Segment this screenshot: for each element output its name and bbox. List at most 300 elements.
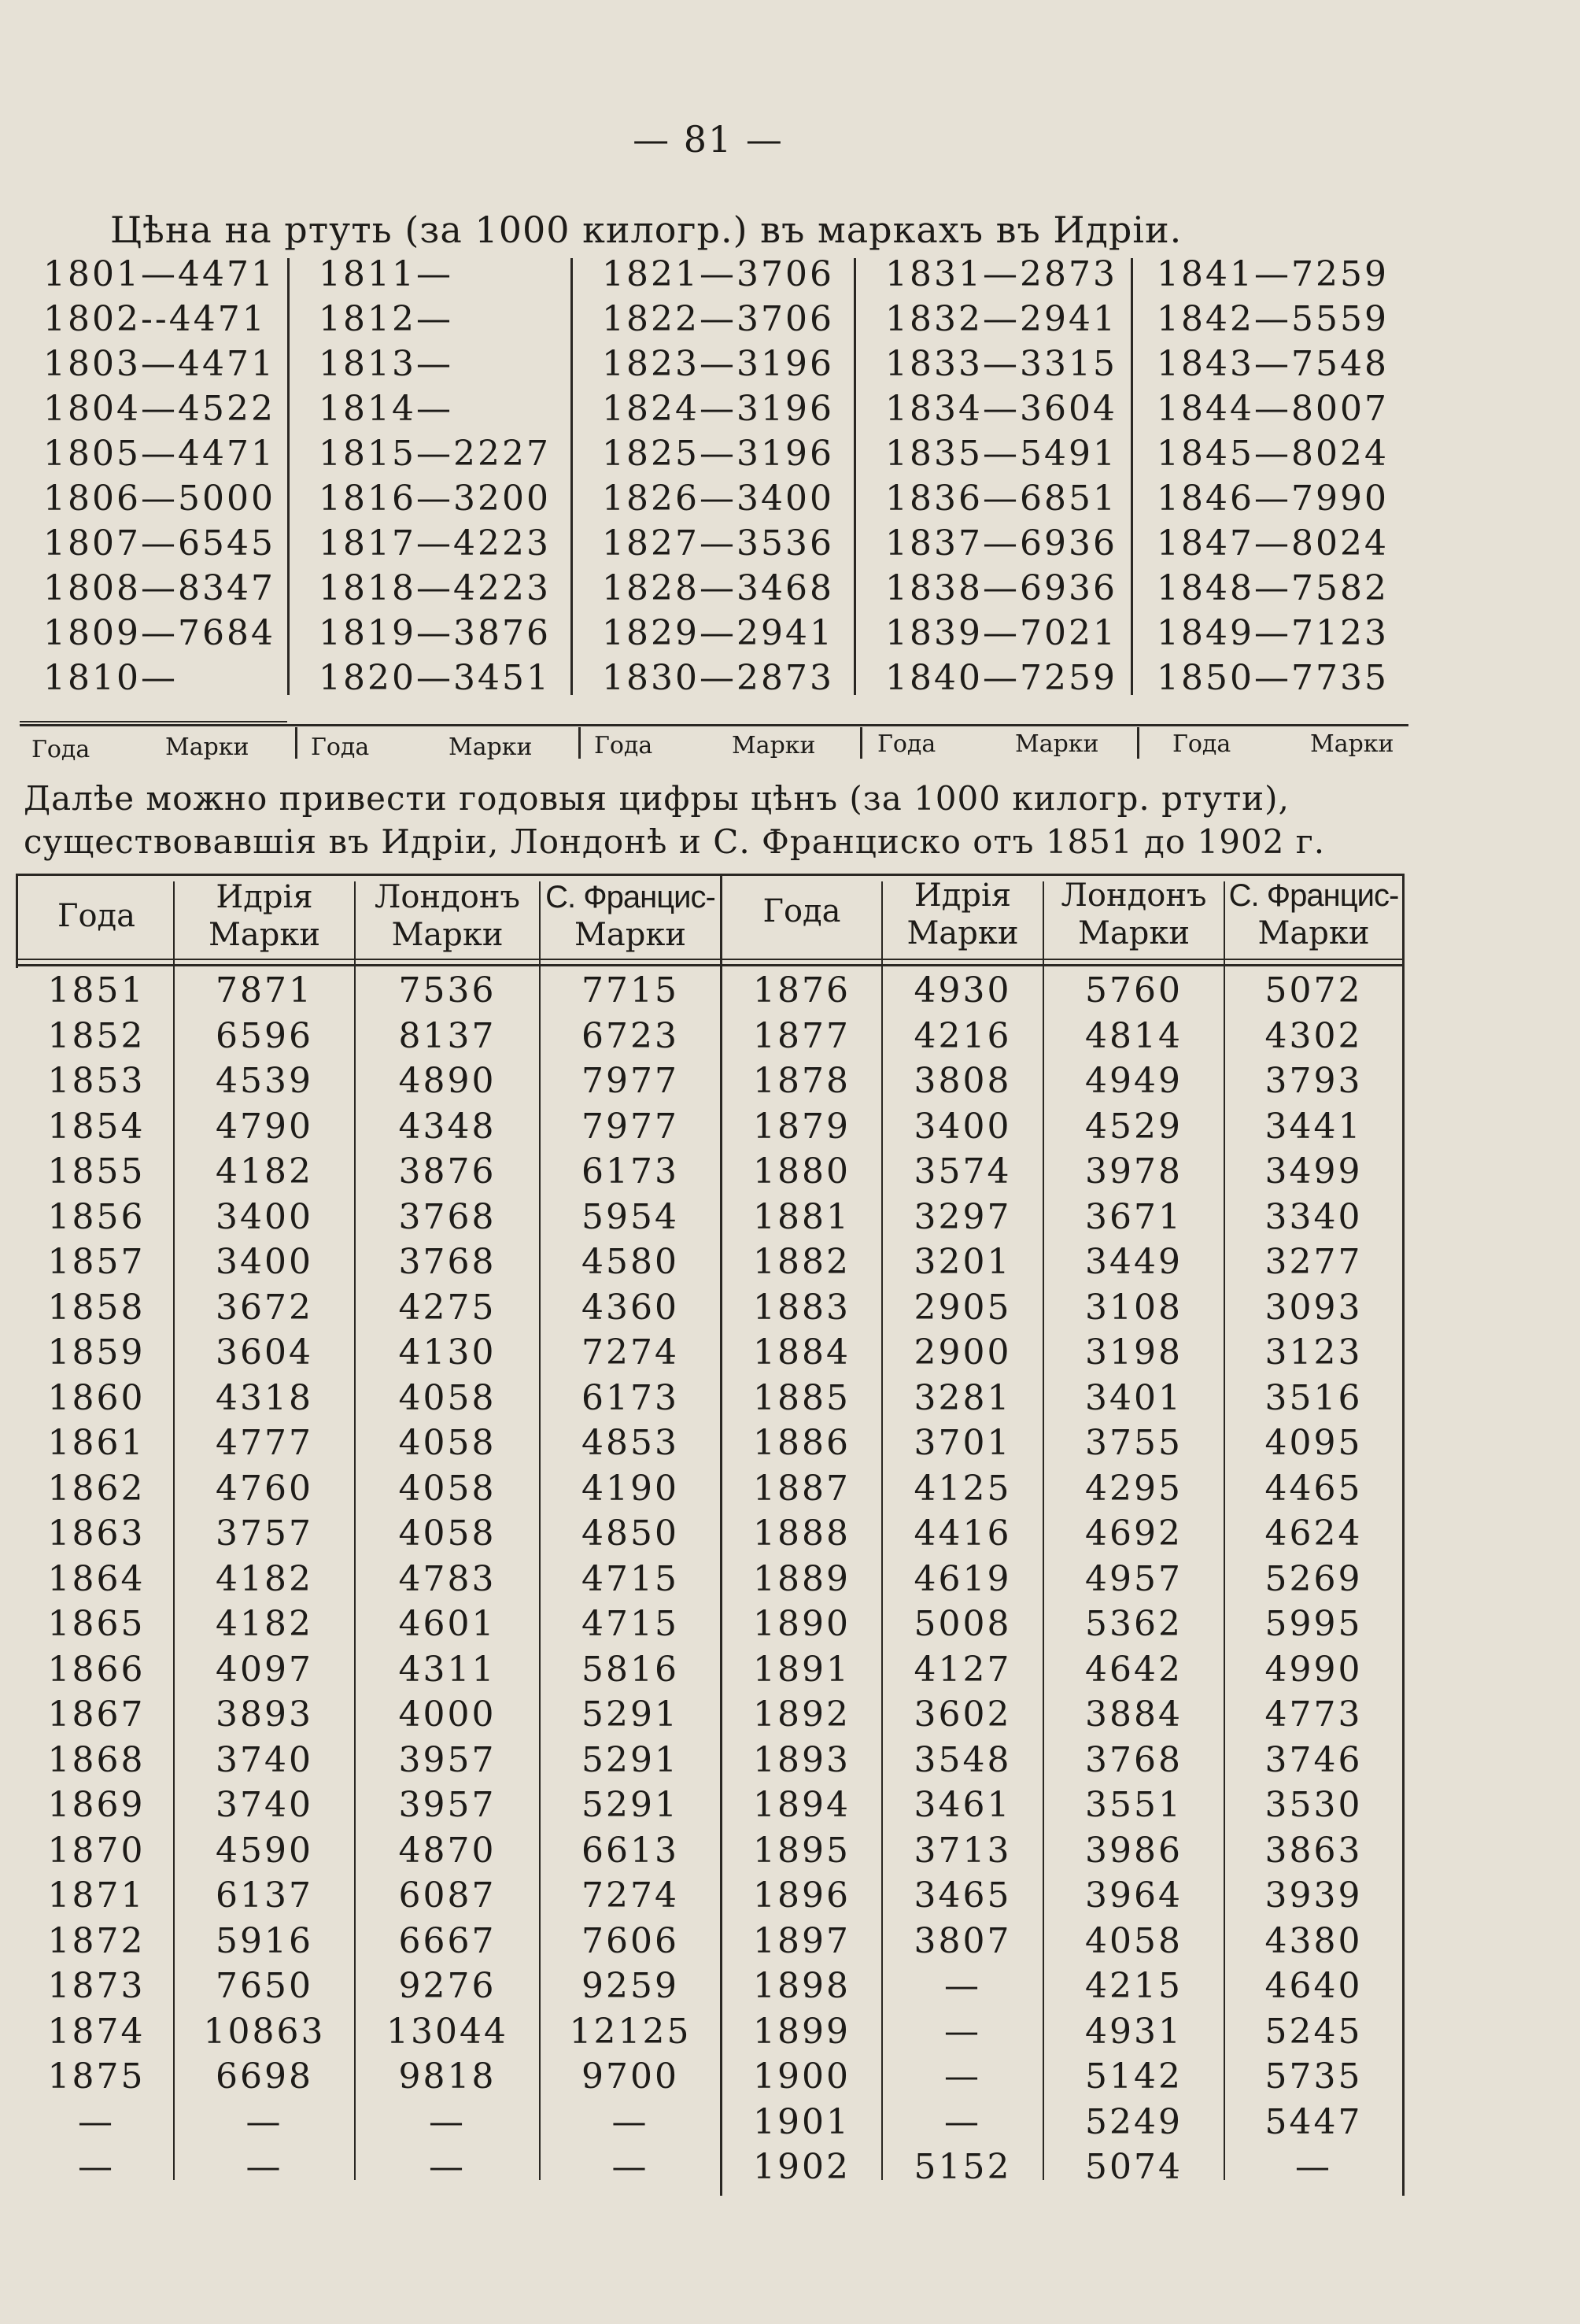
table-cell: 4000 <box>398 1694 497 1735</box>
table-cell: 6087 <box>398 1875 497 1916</box>
table-cell: — <box>944 2056 981 2097</box>
grid-entry: 1818—4223 <box>319 568 551 608</box>
table-cell: 1877 <box>753 1015 851 1056</box>
table-cell: 1873 <box>47 1966 146 2006</box>
table-cell: 1858 <box>47 1287 146 1328</box>
table-cell: 1899 <box>753 2011 851 2052</box>
table-cell: — <box>944 2011 981 2052</box>
table-cell: 3672 <box>216 1287 313 1328</box>
table-cell: 5291 <box>581 1739 679 1780</box>
table-cell: 3964 <box>1085 1875 1183 1916</box>
paragraph-line-2: существовавшія въ Идріи, Лондонѣ и С. Франциско отъ 1851 до 1902 г. <box>24 822 1326 861</box>
table-cell: 1864 <box>47 1558 146 1599</box>
grid-entry: 1828—3468 <box>602 568 834 608</box>
table-cell: 1866 <box>47 1649 146 1690</box>
header-london: Лондонъ <box>375 879 520 915</box>
table-cell: 3551 <box>1085 1785 1183 1825</box>
header-london: Лондонъ <box>1061 878 1207 914</box>
table-cell: 3281 <box>914 1377 1012 1418</box>
table-cell: 3746 <box>1264 1739 1363 1780</box>
table-cell: 4216 <box>914 1015 1012 1056</box>
grid-column-1831-1840 <box>885 252 1117 700</box>
table-cell: 3461 <box>914 1785 1012 1825</box>
table-cell: 3602 <box>914 1694 1012 1735</box>
table-cell: 4949 <box>1085 1061 1183 1101</box>
table-cell: 8137 <box>398 1015 497 1056</box>
grid-entry: 1814— <box>319 389 453 429</box>
table-cell: 4529 <box>1085 1106 1183 1147</box>
table-cell: 1895 <box>753 1830 851 1871</box>
grid-footer-year-label: Года <box>1172 730 1231 758</box>
table-cell: 4125 <box>914 1468 1012 1509</box>
table-cell: 1900 <box>753 2056 851 2097</box>
table-cell: 5735 <box>1264 2056 1363 2097</box>
grid-entry: 1825—3196 <box>602 434 834 474</box>
table-cell: 3441 <box>1264 1106 1363 1147</box>
grid-entry: 1805—4471 <box>43 434 275 474</box>
table-cell: 4580 <box>581 1242 679 1282</box>
table-cell: 3671 <box>1085 1196 1183 1237</box>
grid-entry: 1840—7259 <box>885 658 1117 698</box>
grid-footer-divider <box>295 727 297 759</box>
table-cell: 1879 <box>753 1106 851 1147</box>
grid-entry: 1813— <box>319 344 453 384</box>
table-cell: 1870 <box>47 1830 146 1871</box>
table-cell: 3768 <box>398 1196 497 1237</box>
table-cell: 6137 <box>216 1875 313 1916</box>
table-cell: 3340 <box>1264 1196 1363 1237</box>
table-cell: 1871 <box>47 1875 146 1916</box>
table-cell: 3755 <box>1085 1423 1183 1463</box>
header-idria: Идрія <box>216 879 313 915</box>
table-cell: 5954 <box>581 1196 679 1237</box>
table-cell: 4853 <box>581 1423 679 1463</box>
table-cell: 1869 <box>47 1785 146 1825</box>
table-cell: 5072 <box>1264 970 1363 1011</box>
header-idria: Идрія <box>914 878 1012 914</box>
table-cell: 4182 <box>216 1558 313 1599</box>
grid-entry: 1841—7259 <box>1157 254 1389 294</box>
table-cell: 3516 <box>1264 1377 1363 1418</box>
table-cell: 1856 <box>47 1196 146 1237</box>
table-cell: 6698 <box>216 2056 313 2097</box>
table-cell: 1861 <box>47 1423 146 1463</box>
header-marks: Марки <box>906 915 1019 951</box>
table-cell: 5152 <box>914 2147 1012 2187</box>
table-cell: 4814 <box>1085 1015 1183 1056</box>
grid-column-1811-1820 <box>319 252 551 700</box>
grid-entry: 1834—3604 <box>885 389 1117 429</box>
table-cell: 7871 <box>216 970 313 1011</box>
grid-entry: 1810— <box>43 658 178 698</box>
table-cell: — <box>78 2147 115 2187</box>
table-cell: 4619 <box>914 1558 1012 1599</box>
table-cell: 1853 <box>47 1061 146 1101</box>
table-cell: 3740 <box>216 1785 313 1825</box>
header-san-francisco: С. Францис- <box>545 880 715 914</box>
column-san-francisco-1876-1902 <box>1225 968 1402 2190</box>
table-cell: 4190 <box>581 1468 679 1509</box>
table-cell: 1851 <box>47 970 146 1011</box>
header-year: Года <box>762 893 841 929</box>
table-cell: 4058 <box>1085 1920 1183 1961</box>
grid-footer-rule <box>20 724 1408 726</box>
table-cell: 1898 <box>753 1966 851 2006</box>
table-cell: 1886 <box>753 1423 851 1463</box>
table-cell: 1884 <box>753 1332 851 1373</box>
table-cell: 3201 <box>914 1242 1012 1282</box>
table-cell: 1881 <box>753 1196 851 1237</box>
header-marks: Марки <box>574 917 687 953</box>
table-cell: 4783 <box>398 1558 497 1599</box>
grid-footer-marks-label: Марки <box>165 733 249 761</box>
table-cell: 9700 <box>581 2056 679 2097</box>
table-cell: 4318 <box>216 1377 313 1418</box>
table-cell: 4182 <box>216 1604 313 1644</box>
grid-entry: 1804—4522 <box>43 389 275 429</box>
table-cell: 9818 <box>398 2056 497 2097</box>
grid-entry: 1831—2873 <box>885 254 1117 294</box>
table-cell: — <box>611 2101 649 2142</box>
grid-divider <box>854 258 856 695</box>
grid-entry: 1848—7582 <box>1157 568 1389 608</box>
table-cell: 3604 <box>216 1332 313 1373</box>
table-cell: 4058 <box>398 1468 497 1509</box>
table-cell: 1887 <box>753 1468 851 1509</box>
table-cell: 4302 <box>1264 1015 1363 1056</box>
table-cell: 1896 <box>753 1875 851 1916</box>
grid-entry: 1822—3706 <box>602 299 834 339</box>
table-cell: 4539 <box>216 1061 313 1101</box>
table-cell: 1872 <box>47 1920 146 1961</box>
grid-footer-year-label: Года <box>311 733 370 761</box>
table-cell: 4692 <box>1085 1513 1183 1554</box>
grid-entry: 1838—6936 <box>885 568 1117 608</box>
table-cell: 1876 <box>753 970 851 1011</box>
table-cell: 3768 <box>398 1242 497 1282</box>
table-cell: 9259 <box>581 1966 679 2006</box>
grid-entry: 1832—2941 <box>885 299 1117 339</box>
table-cell: 3198 <box>1085 1332 1183 1373</box>
table-cell: 3401 <box>1085 1377 1183 1418</box>
grid-entry: 1843—7548 <box>1157 344 1389 384</box>
grid-footer-divider <box>860 727 862 759</box>
table-cell: 4275 <box>398 1287 497 1328</box>
table-cell: 5249 <box>1085 2101 1183 2142</box>
table-left-border <box>16 874 18 968</box>
table-cell: 4058 <box>398 1423 497 1463</box>
header-year: Года <box>57 898 136 934</box>
grid-entry: 1808—8347 <box>43 568 275 608</box>
column-san-francisco-1851-1875 <box>541 968 720 2190</box>
table-cell: 7977 <box>581 1061 679 1101</box>
table-cell: 4097 <box>216 1649 313 1690</box>
grid-entry: 1824—3196 <box>602 389 834 429</box>
grid-entry: 1830—2873 <box>602 658 834 698</box>
grid-entry: 1819—3876 <box>319 613 551 653</box>
table-cell: 5916 <box>216 1920 313 1961</box>
grid-footer-marks-label: Марки <box>1015 730 1099 758</box>
table-cell: 4642 <box>1085 1649 1183 1690</box>
table-cell: 1893 <box>753 1739 851 1780</box>
table-cell: 1889 <box>753 1558 851 1599</box>
grid-entry: 1802--4471 <box>43 299 267 339</box>
table-cell: 4890 <box>398 1061 497 1101</box>
header-marks: Марки <box>1257 915 1370 951</box>
table-cell: 4058 <box>398 1377 497 1418</box>
table-cell: 4465 <box>1264 1468 1363 1509</box>
grid-entry: 1816—3200 <box>319 478 551 519</box>
table-cell: 4957 <box>1085 1558 1183 1599</box>
table-cell: 3465 <box>914 1875 1012 1916</box>
table-cell: 3400 <box>914 1106 1012 1147</box>
table-cell: 4215 <box>1085 1966 1183 2006</box>
column-london-1876-1902 <box>1044 968 1224 2190</box>
table-right-border <box>1402 874 1405 2196</box>
grid-entry: 1842—5559 <box>1157 299 1389 339</box>
table-cell: 2900 <box>914 1332 1012 1373</box>
table-cell: 5008 <box>914 1604 1012 1644</box>
grid-footer-divider <box>1137 727 1139 759</box>
header-rule <box>16 959 1405 960</box>
grid-entry: 1846—7990 <box>1157 478 1389 519</box>
table-cell: 1855 <box>47 1151 146 1192</box>
table-cell: 1865 <box>47 1604 146 1644</box>
table-cell: 1882 <box>753 1242 851 1282</box>
grid-entry: 1845—8024 <box>1157 434 1389 474</box>
paragraph-line-1: Далѣе можно привести годовыя цифры цѣнъ (за 1000 килогр. ртути), <box>24 779 1290 818</box>
grid-entry: 1801—4471 <box>43 254 275 294</box>
grid-column-1821-1830 <box>602 252 834 700</box>
table-cell: 1885 <box>753 1377 851 1418</box>
table-cell: 2905 <box>914 1287 1012 1328</box>
table-cell: 3123 <box>1264 1332 1363 1373</box>
column-idria-1851-1875 <box>175 968 354 2190</box>
table-cell: 4990 <box>1264 1649 1363 1690</box>
table-cell: 6613 <box>581 1830 679 1871</box>
table-cell: 1859 <box>47 1332 146 1373</box>
table-cell: 1892 <box>753 1694 851 1735</box>
top-table-title: Цѣна на ртуть (за 1000 килогр.) въ маркахъ въ Идріи. <box>110 209 1183 251</box>
grid-footer-year-label: Года <box>594 732 653 759</box>
table-cell: 3093 <box>1264 1287 1363 1328</box>
table-cell: 3713 <box>914 1830 1012 1871</box>
table-cell: 3863 <box>1264 1830 1363 1871</box>
table-cell: 4773 <box>1264 1694 1363 1735</box>
table-cell: 9276 <box>398 1966 497 2006</box>
table-cell: 5362 <box>1085 1604 1183 1644</box>
grid-entry: 1827—3536 <box>602 523 834 563</box>
table-cell: 4311 <box>398 1649 497 1690</box>
grid-entry: 1839—7021 <box>885 613 1117 653</box>
table-cell: 5760 <box>1085 970 1183 1011</box>
grid-footer-rule-thin <box>20 721 287 722</box>
table-cell: 3986 <box>1085 1830 1183 1871</box>
table-cell: 7536 <box>398 970 497 1011</box>
grid-entry: 1812— <box>319 299 453 339</box>
grid-entry: 1829—2941 <box>602 613 834 653</box>
header-marks: Марки <box>1077 915 1191 951</box>
table-cell: 5447 <box>1264 2101 1363 2142</box>
header-marks: Марки <box>208 917 321 953</box>
table-cell: 1867 <box>47 1694 146 1735</box>
table-cell: 1890 <box>753 1604 851 1644</box>
table-cell: 1875 <box>47 2056 146 2097</box>
table-cell: 4601 <box>398 1604 497 1644</box>
table-cell: — <box>429 2101 466 2142</box>
table-cell: 1862 <box>47 1468 146 1509</box>
column-year-1851-1875 <box>20 968 173 2190</box>
table-cell: — <box>429 2147 466 2187</box>
table-cell: 4130 <box>398 1332 497 1373</box>
grid-entry: 1820—3451 <box>319 658 551 698</box>
table-cell: — <box>611 2147 649 2187</box>
grid-entry: 1803—4471 <box>43 344 275 384</box>
table-cell: 6173 <box>581 1151 679 1192</box>
table-cell: 1863 <box>47 1513 146 1554</box>
table-cell: 3701 <box>914 1423 1012 1463</box>
grid-entry: 1826—3400 <box>602 478 834 519</box>
table-cell: 1874 <box>47 2011 146 2052</box>
table-cell: 4058 <box>398 1513 497 1554</box>
table-cell: 6667 <box>398 1920 497 1961</box>
table-cell: — <box>1295 2147 1332 2187</box>
table-cell: — <box>78 2101 115 2142</box>
grid-column-1841-1850 <box>1157 252 1389 700</box>
table-cell: 7274 <box>581 1332 679 1373</box>
grid-divider <box>1131 258 1133 695</box>
table-cell: 3957 <box>398 1739 497 1780</box>
table-cell: 1868 <box>47 1739 146 1780</box>
table-cell: 6173 <box>581 1377 679 1418</box>
table-cell: 1860 <box>47 1377 146 1418</box>
table-cell: — <box>944 2101 981 2142</box>
table-cell: 3740 <box>216 1739 313 1780</box>
table-cell: 4715 <box>581 1604 679 1644</box>
grid-entry: 1811— <box>319 254 453 294</box>
table-cell: 3793 <box>1264 1061 1363 1101</box>
grid-entry: 1807—6545 <box>43 523 275 563</box>
table-cell: 3297 <box>914 1196 1012 1237</box>
grid-entry: 1815—2227 <box>319 434 551 474</box>
column-idria-1876-1902 <box>883 968 1043 2190</box>
grid-entry: 1850—7735 <box>1157 658 1389 698</box>
table-cell: 3957 <box>398 1785 497 1825</box>
table-cell: 4715 <box>581 1558 679 1599</box>
grid-entry: 1806—5000 <box>43 478 275 519</box>
table-cell: 5269 <box>1264 1558 1363 1599</box>
table-cell: 4590 <box>216 1830 313 1871</box>
table-cell: — <box>245 2101 283 2142</box>
table-cell: 4182 <box>216 1151 313 1192</box>
column-year-1876-1902 <box>722 968 881 2190</box>
grid-entry: 1817—4223 <box>319 523 551 563</box>
table-cell: 1891 <box>753 1649 851 1690</box>
table-cell: 6596 <box>216 1015 313 1056</box>
grid-footer-divider <box>578 727 581 759</box>
table-cell: 3499 <box>1264 1151 1363 1192</box>
table-cell: 4640 <box>1264 1966 1363 2006</box>
grid-divider <box>570 258 573 695</box>
table-cell: 7715 <box>581 970 679 1011</box>
page-number: — 81 — <box>633 118 784 161</box>
grid-entry: 1837—6936 <box>885 523 1117 563</box>
table-cell: 4931 <box>1085 2011 1183 2052</box>
table-cell: 3757 <box>216 1513 313 1554</box>
table-cell: 4295 <box>1085 1468 1183 1509</box>
grid-entry: 1836—6851 <box>885 478 1117 519</box>
table-cell: 4790 <box>216 1106 313 1147</box>
table-cell: — <box>944 1966 981 2006</box>
table-cell: 4095 <box>1264 1423 1363 1463</box>
grid-footer-year-label: Года <box>877 730 936 758</box>
table-cell: 3808 <box>914 1061 1012 1101</box>
table-cell: 7977 <box>581 1106 679 1147</box>
header-rule-double <box>16 964 1405 966</box>
grid-footer-marks-label: Марки <box>1310 730 1394 758</box>
table-cell: 3400 <box>216 1242 313 1282</box>
table-cell: 3449 <box>1085 1242 1183 1282</box>
table-cell: 1857 <box>47 1242 146 1282</box>
grid-entry: 1847—8024 <box>1157 523 1389 563</box>
table-cell: 1902 <box>753 2147 851 2187</box>
table-cell: 4624 <box>1264 1513 1363 1554</box>
grid-entry: 1809—7684 <box>43 613 275 653</box>
table-cell: 1852 <box>47 1015 146 1056</box>
table-cell: 4850 <box>581 1513 679 1554</box>
table-cell: 1854 <box>47 1106 146 1147</box>
table-cell: 3548 <box>914 1739 1012 1780</box>
table-cell: 13044 <box>386 2011 508 2052</box>
table-cell: 3768 <box>1085 1739 1183 1780</box>
table-cell: 3893 <box>216 1694 313 1735</box>
table-cell: 4360 <box>581 1287 679 1328</box>
table-cell: 5074 <box>1085 2147 1183 2187</box>
table-cell: 1888 <box>753 1513 851 1554</box>
table-cell: 3884 <box>1085 1694 1183 1735</box>
table-cell: 3939 <box>1264 1875 1363 1916</box>
table-cell: 5142 <box>1085 2056 1183 2097</box>
grid-entry: 1833—3315 <box>885 344 1117 384</box>
table-cell: 7650 <box>216 1966 313 2006</box>
grid-footer-marks-label: Марки <box>732 732 816 759</box>
table-cell: 3876 <box>398 1151 497 1192</box>
grid-column-1801-1810 <box>43 252 275 700</box>
table-cell: 3400 <box>216 1196 313 1237</box>
table-cell: 4870 <box>398 1830 497 1871</box>
grid-entry: 1844—8007 <box>1157 389 1389 429</box>
header-marks: Марки <box>391 917 504 953</box>
table-cell: 1894 <box>753 1785 851 1825</box>
table-cell: 1878 <box>753 1061 851 1101</box>
table-cell: 5995 <box>1264 1604 1363 1644</box>
table-cell: 3277 <box>1264 1242 1363 1282</box>
table-cell: 12125 <box>569 2011 692 2052</box>
table-top-border <box>16 874 1405 876</box>
table-cell: 4760 <box>216 1468 313 1509</box>
table-cell: 5291 <box>581 1694 679 1735</box>
table-cell: 3530 <box>1264 1785 1363 1825</box>
table-cell: 7606 <box>581 1920 679 1961</box>
grid-entry: 1835—5491 <box>885 434 1117 474</box>
price-table-1851-1902 <box>16 874 1405 2200</box>
table-cell: 5816 <box>581 1649 679 1690</box>
table-cell: 4127 <box>914 1649 1012 1690</box>
table-cell: 3108 <box>1085 1287 1183 1328</box>
table-cell: 5245 <box>1264 2011 1363 2052</box>
table-cell: 4416 <box>914 1513 1012 1554</box>
table-cell: 1901 <box>753 2101 851 2142</box>
